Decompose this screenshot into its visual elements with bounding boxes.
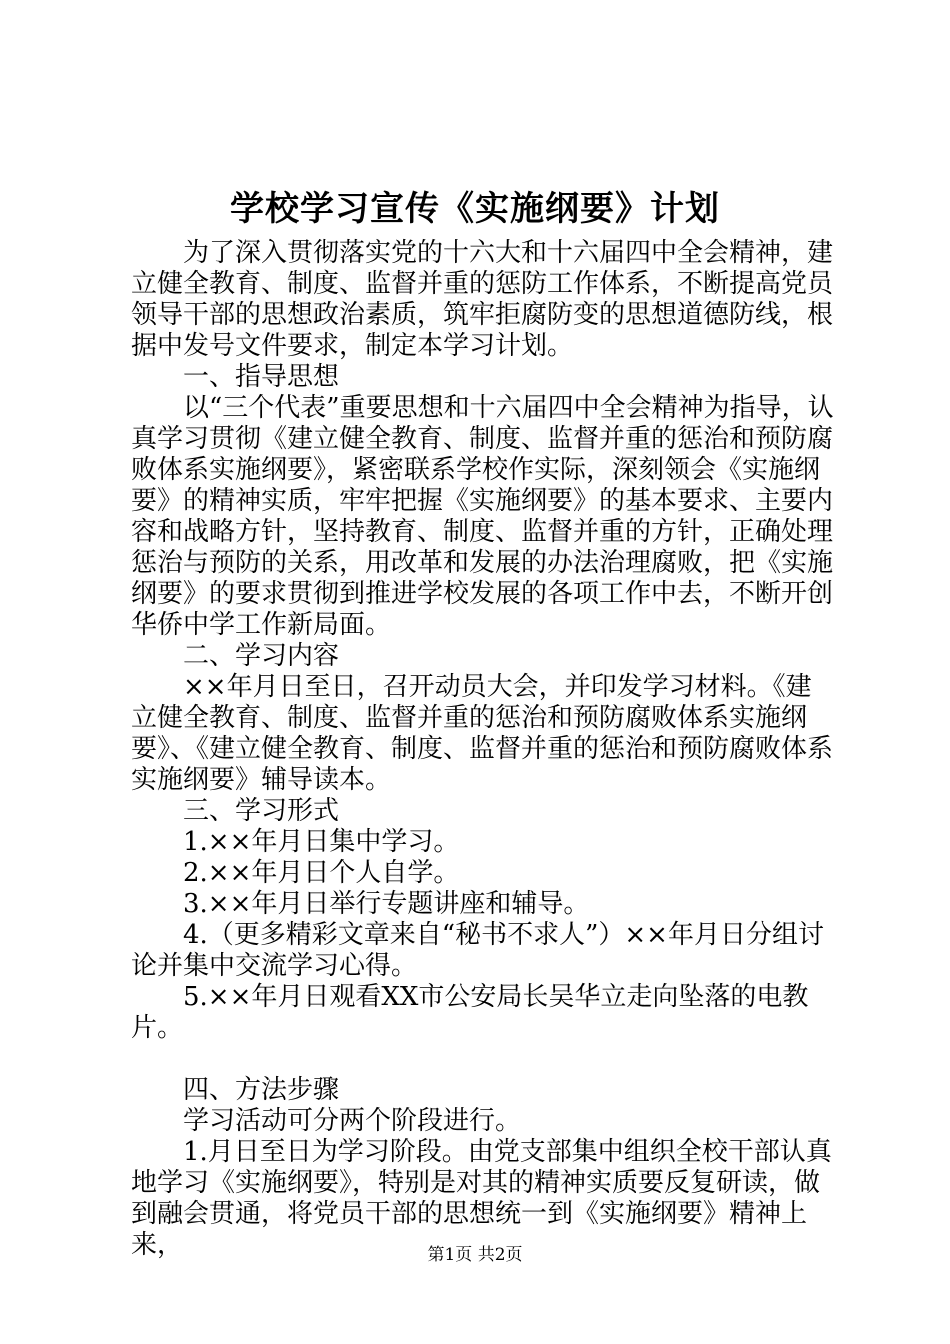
intro-paragraph: 为了深入贯彻落实党的十六大和十六届四中全会精神，建立健全教育、制度、监督并重的惩防工作体系，不断提高党员领导干部的思想政治素质，筑牢拒腐防变的思想道德防线，根据中发号文件要求，制定本学习计划。 xyxy=(131,238,834,361)
document-body xyxy=(131,238,835,1261)
method-steps-intro: 学习活动可分两个阶段进行。 xyxy=(183,1106,522,1136)
study-form-item-4: 4.（更多精彩文章来自“秘书不求人”）××年月日分组讨论并集中交流学习心得。 xyxy=(131,920,824,981)
document-title: 学校学习宣传《实施纲要》计划 xyxy=(230,189,720,229)
guiding-thought-paragraph: 以“三个代表”重要思想和十六届四中全会精神为指导，认真学习贯彻《建立健全教育、制度、监督并重的惩治和预防腐败体系实施纲要》，紧密联系学校作实际，深刻领会《实施纲要》的精神实质，牢牢把握《实施纲要》的基本要求、主要内容和战略方针，坚持教育、制度、监督并重的方针，正确处理惩治与预防的关系，用改革和发展的办法治理腐败，把《实施纲要》的要求贯彻到推进学校发展的各项工作中去，不断开创华侨中学工作新局面。 xyxy=(131,393,834,640)
study-form-item-3: 3.××年月日举行专题讲座和辅导。 xyxy=(183,889,590,919)
study-content-paragraph: ××年月日至日，召开动员大会，并印发学习材料。《建立健全教育、制度、监督并重的惩治和预防腐败体系实施纲要》、《建立健全教育、制度、监督并重的惩治和预防腐败体系实施纲要》辅导读本。 xyxy=(131,672,834,795)
study-form-item-1: 1.××年月日集中学习。 xyxy=(183,827,460,857)
blank-line xyxy=(131,1044,835,1075)
page-footer: 第1页 共2页 xyxy=(427,1245,523,1265)
section-heading-study-content: 二、学习内容 xyxy=(183,641,340,671)
section-heading-method-steps: 四、方法步骤 xyxy=(183,1075,340,1105)
section-heading-study-form: 三、学习形式 xyxy=(183,796,340,826)
study-form-item-5: 5.××年月日观看XX市公安局长吴华立走向坠落的电教片。 xyxy=(131,982,809,1043)
study-form-item-2: 2.××年月日个人自学。 xyxy=(183,858,460,888)
section-heading-guiding-thought: 一、指导思想 xyxy=(183,362,340,392)
method-step-1: 1.月日至日为学习阶段。由党支部集中组织全校干部认真地学习《实施纲要》，特别是对其的精神实质要反复研读，做到融会贯通，将党员干部的思想统一到《实施纲要》精神上来， xyxy=(131,1137,832,1260)
